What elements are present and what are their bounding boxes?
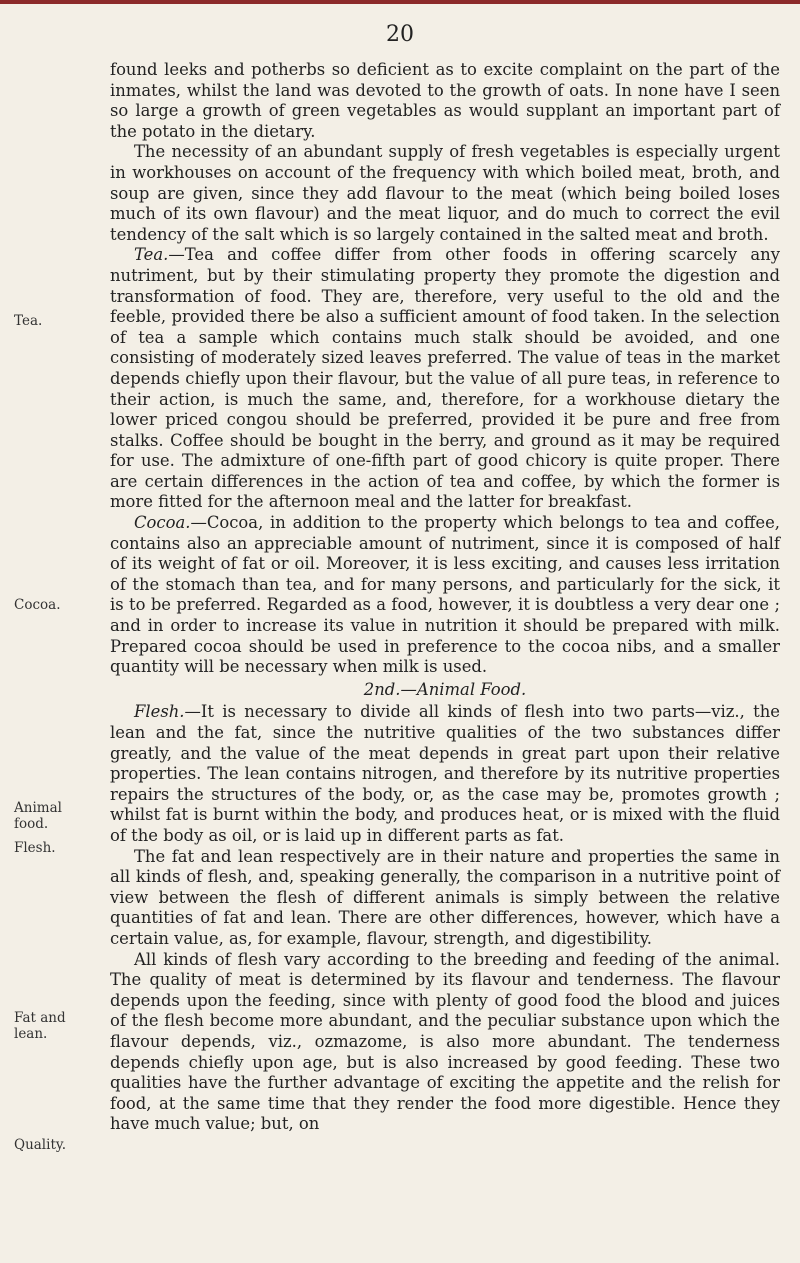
margin-note-tea: Tea. xyxy=(14,313,43,329)
body-text xyxy=(110,60,780,1135)
paragraph-cocoa xyxy=(110,513,780,678)
page-number: 20 xyxy=(386,22,414,47)
margin-note-flesh: Flesh. xyxy=(14,840,56,856)
tea-body: —Tea and coffee differ from other foods in offering scarcely any nutriment, but by their stimulating property they promote the digestion and transformation of food. They are, therefore, very useful to the old and the feeble, provided there be also a sufficient amount of food taken. In the selection of tea a sample which contains much stalk should be avoided, and one consisting of moderately sized leaves preferred. The value of teas in the market depends chiefly upon their flavour, but the value of all pure teas, in reference to their action, is much the same, and, therefore, for a workhouse dietary the lower priced congou should be preferred, provided it be pure and free from stalks. Coffee should be bought in the berry, and ground as it may be required for use. The admixture of one-fifth part of good chicory is quite proper. There are certain differences in the action of tea and coffee, by which the former is more fitted for the afternoon meal and the latter for breakfast. xyxy=(110,245,780,512)
paragraph-tea xyxy=(110,245,780,513)
flesh-heading: Flesh. xyxy=(134,702,185,722)
paragraph-flesh xyxy=(110,702,780,846)
flesh-body: —It is necessary to divide all kinds of flesh into two parts—viz., the lean and the fat, since the nutritive qualities of the two substances differ greatly, and the value of the meat depends in great part upon their relative properties. The lean contains nitrogen, and therefore by its nutritive properties repairs the structures of the body, or, as the case may be, promotes growth ; whilst fat is burnt within the body, and produces heat, or is mixed with the fluid of the body as oil, or is laid up in different parts as fat. xyxy=(110,702,780,845)
paragraph-quality: All kinds of flesh vary according to the breeding and feeding of the animal. The quality of meat is determined by its flavour and tenderness. The flavour depends upon the feeding, since with plenty of good food the blood and juices of the flesh become more abundant, and the peculiar substance upon which the flavour depends, viz., ozmazome, is also more abundant. The tenderness depends chiefly upon age, but is also increased by good feeding. These two qualities have the further advantage of exciting the appetite and the relish for food, at the same time that they render the food more digestible. Hence they have much value; but, on xyxy=(110,949,780,1134)
paragraph-fat-lean: The fat and lean respectively are in their nature and properties the same in all kinds of flesh, and, speaking generally, the comparison in a nutritive point of view between the flesh of different animals is simply between the relative quantities of fat and lean. There are other differences, however, which have a certain value, as, for example, flavour, strength, and digestibility. xyxy=(110,846,780,948)
page-top-rule xyxy=(0,0,800,4)
margin-note-animal-food: Animal food. xyxy=(14,800,62,832)
paragraph-continuation: found leeks and potherbs so deficient as to excite complaint on the part of the inmates, whilst the land was devoted to the growth of oats. In none have I seen so large a growth of green vegetables as would supplant an important part of the potato in the dietary. xyxy=(110,60,780,141)
cocoa-body: —Cocoa, in addition to the property which belongs to tea and coffee, contains also an appreciable amount of nutriment, since it is composed of half of its weight of fat or oil. Moreover, it is less exciting, and causes less irritation of the stomach than tea, and for many persons, and particularly for the sick, it is to be preferred. Regarded as a food, however, it is doubtless a very dear one ; and in order to increase its value in nutrition it should be prepared with milk. Prepared cocoa should be used in preference to the cocoa nibs, and a smaller quantity will be necessary when milk is used. xyxy=(110,513,780,677)
paragraph-vegetables: The necessity of an abundant supply of fresh vegetables is especially urgent in workhouses on account of the frequency with which boiled meat, broth, and soup are given, since they add flavour to the meat (which being boiled loses much of its own flavour) and the meat liquor, and do much to correct the evil tendency of the salt which is so largely contained in the salted meat and broth. xyxy=(110,142,780,244)
margin-note-quality: Quality. xyxy=(14,1137,66,1153)
section-heading-animal-food: 2nd.—Animal Food. xyxy=(363,679,527,699)
margin-note-fat-lean: Fat and lean. xyxy=(14,1010,66,1042)
tea-heading: Tea. xyxy=(134,245,169,265)
margin-note-cocoa: Cocoa. xyxy=(14,597,61,613)
cocoa-heading: Cocoa. xyxy=(134,513,191,533)
